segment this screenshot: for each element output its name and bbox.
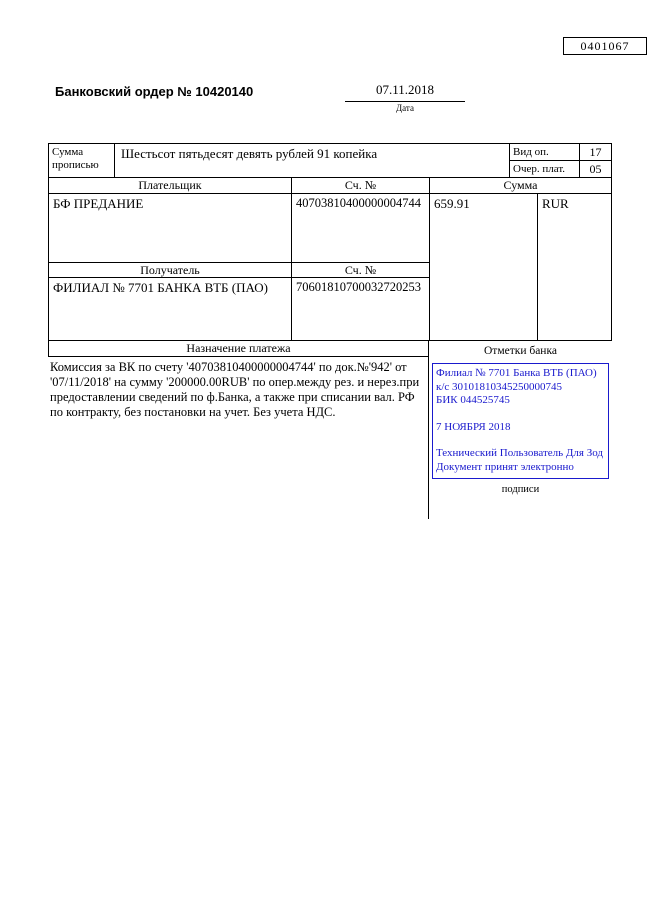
- op-type-value: 17: [579, 144, 611, 160]
- form-code: 0401067: [580, 38, 630, 53]
- amount-in-words-row: [49, 144, 611, 178]
- signatures-label: подписи: [501, 484, 540, 495]
- form-code-box: [563, 37, 647, 55]
- recipient-name: ФИЛИАЛ № 7701 БАНКА ВТБ (ПАО): [53, 280, 268, 295]
- stamp-date: 7 НОЯБРЯ 2018: [436, 420, 511, 433]
- payment-priority-value: 05: [579, 161, 611, 177]
- operation-block: [509, 144, 611, 177]
- amount-value: 659.91: [434, 196, 470, 211]
- purpose-text: Комиссия за ВК по счету '40703810400000004744' по док.№'942' от '07/11/2018' на сумму '200000.00RUB' по опер.между рез. и нерез.при предоставлении сведений по ф.Банка, а также при списании вал. РФ по контракту, без постановки на учет. Без учета НДС.: [50, 360, 420, 419]
- payer-account-header: Сч. №: [291, 178, 429, 193]
- stamp-operator: Технический Пользователь Для Зод: [436, 447, 604, 459]
- payer-row: [49, 194, 429, 262]
- recipient-header-row: [49, 262, 429, 278]
- amount-cells: [429, 194, 611, 340]
- operation-type-row: [510, 144, 611, 161]
- bank-stamp: [432, 363, 609, 479]
- payer-column-header: Плательщик: [138, 178, 202, 192]
- order-table: [48, 143, 612, 519]
- op-type-label: Вид оп.: [513, 146, 549, 158]
- stamp-bank-name: Филиал № 7701 Банка ВТБ (ПАО): [436, 367, 597, 379]
- payer-name: БФ ПРЕДАНИЕ: [53, 196, 144, 211]
- stamp-corr-account: к/с 30101810345250000745: [436, 380, 563, 393]
- parties-left: [49, 194, 429, 340]
- payer-account: 40703810400000004744: [291, 194, 429, 262]
- stamp-status: Документ принят электронно: [436, 460, 574, 473]
- purpose-header: Назначение платежа: [48, 341, 428, 357]
- stamp-spacer: [436, 434, 605, 447]
- payer-header-row: [49, 178, 611, 194]
- amount-in-words-value: Шестьсот пятьдесят девять рублей 91 копейка: [114, 144, 509, 177]
- payment-priority-row: [510, 161, 611, 177]
- recipient-column-header: Получатель: [140, 262, 200, 277]
- order-table-bottom: [48, 341, 612, 519]
- date-block: [345, 82, 465, 113]
- recipient-account: 70601810700032720253: [291, 278, 429, 340]
- stamp-spacer: [436, 408, 605, 421]
- amount-in-words-label: Сумма прописью: [52, 146, 99, 171]
- amount-column-header: Сумма: [429, 178, 611, 193]
- parties-body: [49, 194, 611, 340]
- bank-marks-section: [428, 341, 612, 519]
- date-label: Дата: [396, 103, 414, 113]
- amount-currency: RUR: [537, 194, 611, 340]
- recipient-account-header: Сч. №: [291, 263, 429, 277]
- payment-priority-label: Очер. плат.: [513, 163, 566, 175]
- document-title: Банковский ордер № 10420140: [55, 84, 254, 99]
- bank-marks-header: Отметки банка: [484, 345, 557, 357]
- date-value: 07.11.2018: [345, 82, 465, 102]
- recipient-row: [49, 278, 429, 340]
- order-table-top: [48, 143, 612, 341]
- stamp-bik: БИК 044525745: [436, 394, 510, 406]
- purpose-section: [48, 341, 428, 519]
